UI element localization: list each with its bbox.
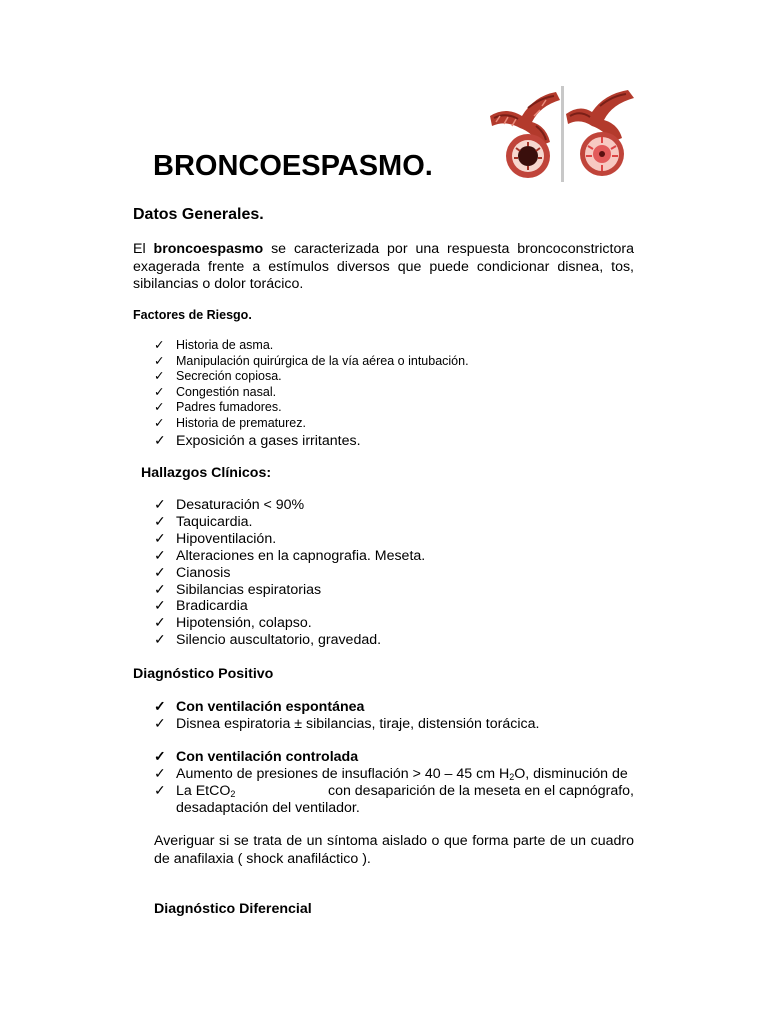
checkmark-icon: ✓ [154,497,166,513]
list-item: ✓ Congestión nasal. [154,384,277,399]
list-item: ✓ Secreción copiosa. [154,369,282,383]
list-item: ✓ Manipulación quirúrgica de la vía aérea o intubación. [154,353,469,368]
checkmark-icon: ✓ [154,433,166,449]
list-item: ✓ Aumento de presiones de insuflación > 40 – 45 cm $H_2O$, disminución de [154,766,628,782]
spontaneous-ventilation-list [154,699,634,733]
checkmark-icon: ✓ [154,716,166,732]
checkmark-icon: ✓ [154,564,166,581]
checkmark-icon: ✓ [154,615,166,632]
list-item: ✓ La EtCO$_2$ con desaparición de la meseta en el capnógrafo, desadaptación del ventilador. [154,783,634,816]
checkmark-icon: ✓ [154,400,165,414]
clinical-findings-list [154,497,634,649]
intro-prefix: El [133,241,146,257]
section-heading-diagnostico-diferencial: Diagnóstico Diferencial [154,901,312,917]
checkmark-icon: ✓ [154,530,166,547]
checkmark-icon: ✓ [154,598,166,615]
intro-paragraph [133,241,634,294]
list-item: ✓ Alteraciones en la capnografia. Meseta. [154,547,426,564]
bronchus-illustration [488,86,636,182]
list-item: ✓ Padres fumadores. [154,400,282,414]
list-item: ✓ Sibilancias espiratorias [154,581,322,598]
page-title: BRONCOESPASMO. [153,150,433,182]
list-item: ✓ Hipotensión, colapso. [154,615,312,632]
checkmark-icon: ✓ [154,783,166,799]
list-item: ✓ Historia de asma. [154,338,274,352]
list-item: ✓ Taquicardia. [154,513,253,530]
checkmark-icon: ✓ [154,547,166,564]
list-item: ✓ Con ventilación espontánea [154,699,365,715]
list-item: ✓ Cianosis [154,564,231,581]
risk-factors-list [154,338,634,450]
section-heading-hallazgos: Hallazgos Clínicos: [141,465,272,481]
checkmark-icon: ✓ [154,581,166,598]
intro-bold-term: broncoespasmo [153,241,264,257]
list-item: ✓ Silencio auscultatorio, gravedad. [154,632,382,649]
checkmark-icon: ✓ [154,338,165,352]
list-item: ✓ Desaturación < 90% [154,497,305,513]
checkmark-icon: ✓ [154,415,165,430]
list-item: ✓ Con ventilación controlada [154,749,359,765]
section-heading-diagnostico-positivo: Diagnóstico Positivo [133,666,274,682]
list-item: ✓ Exposición a gases irritantes. [154,433,361,449]
checkmark-icon: ✓ [154,749,166,765]
list-item: ✓ Historia de prematurez. [154,415,306,430]
section-heading-factores-riesgo: Factores de Riesgo. [133,308,252,322]
checkmark-icon: ✓ [154,353,165,368]
list-item: ✓ Disnea espiratoria ± sibilancias, tiraje, distensión torácica. [154,716,540,732]
section-heading-datos-generales: Datos Generales. [133,206,264,223]
checkmark-icon: ✓ [154,699,166,715]
list-item: ✓ Bradicardia [154,598,248,615]
intro-rest: se caracterizada por una respuesta broncoconstrictora exagerada frente a estímulos diversos que puede condicionar disnea, tos, sibilancias o dolor torácico. [133,241,634,292]
checkmark-icon: ✓ [154,513,166,530]
checkmark-icon: ✓ [154,766,166,782]
checkmark-icon: ✓ [154,384,165,399]
averiguar-paragraph: Averiguar si se trata de un síntoma aislado o que forma parte de un cuadro de anafilaxia ( shock anafiláctico ). [154,833,634,867]
list-item: ✓ Hipoventilación. [154,530,277,547]
controlled-ventilation-list [154,749,634,817]
checkmark-icon: ✓ [154,369,165,383]
checkmark-icon: ✓ [154,632,166,649]
